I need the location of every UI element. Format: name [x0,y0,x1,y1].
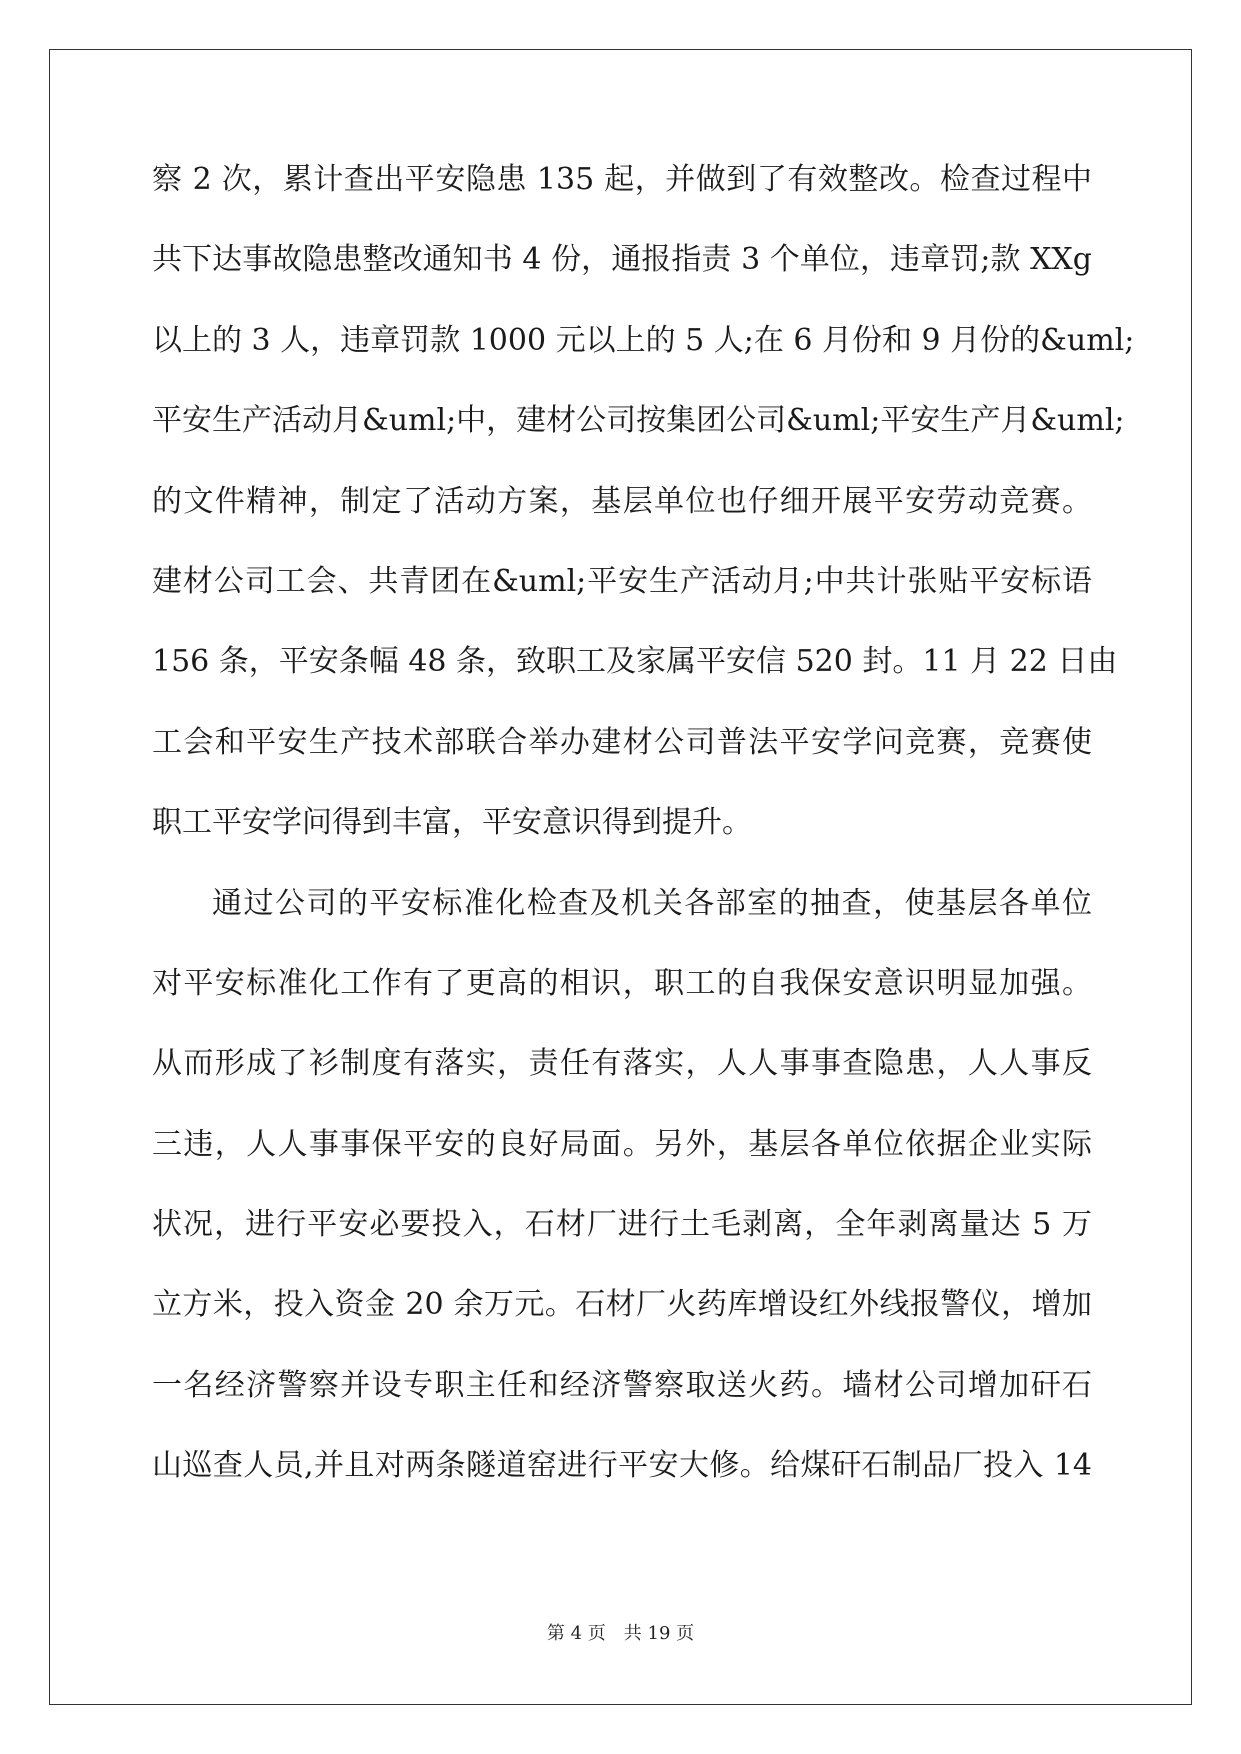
text-line: 职工平安学问得到丰富，平安意识得到提升。 [152,805,752,841]
text-line: 从而形成了衫制度有落实，责任有落实，人人事事查隐患，人人事反 [152,1046,1092,1082]
text-line: 一名经济警察并设专职主任和经济警察取送火药。墙材公司增加矸石 [152,1367,1092,1403]
text-line: 三违，人人事事保平安的良好局面。另外，基层各单位依据企业实际 [152,1126,1092,1162]
text-line: 以上的 3 人，违章罚款 1000 元以上的 5 人;在 6 月份和 9 月份的&uml; [152,322,1135,358]
paragraph-first-line: 通过公司的平安标准化检查及机关各部室的抽查，使基层各单位 [212,885,1092,921]
document-body [152,160,1135,1527]
text-line: 的文件精神，制定了活动方案，基层单位也仔细开展平安劳动竞赛。 [152,483,1092,519]
text-line: 对平安标准化工作有了更高的相识，职工的自我保安意识明显加强。 [152,965,1092,1001]
page-total: 共 19 页 [623,1623,695,1644]
text-line: 工会和平安生产技术部联合举办建材公司普法平安学问竞赛，竞赛使 [152,724,1092,760]
page-number: 第 4 页 [546,1623,606,1644]
text-line: 状况，进行平安必要投入，石材厂进行土毛剥离，全年剥离量达 5 万 [152,1207,1092,1243]
text-line: 平安生产活动月&uml;中，建材公司按集团公司&uml;平安生产月&uml; [152,403,1125,439]
text-line: 建材公司工会、共青团在&uml;平安生产活动月;中共计张贴平安标语 [152,563,1092,599]
text-line: 立方米，投入资金 20 余万元。石材厂火药库增设红外线报警仪，增加 [152,1287,1092,1323]
text-line: 156 条，平安条幅 48 条，致职工及家属平安信 520 封。11 月 22 日由 [152,644,1118,680]
text-line: 共下达事故隐患整改通知书 4 份，通报指责 3 个单位，违章罚;款 XXg [152,242,1092,278]
text-line: 察 2 次，累计查出平安隐患 135 起，并做到了有效整改。检查过程中 [152,162,1092,197]
text-line: 山巡查人员,并且对两条隧道窑进行平安大修。给煤矸石制品厂投入 14 [152,1448,1092,1484]
page-footer [0,1622,1241,1646]
